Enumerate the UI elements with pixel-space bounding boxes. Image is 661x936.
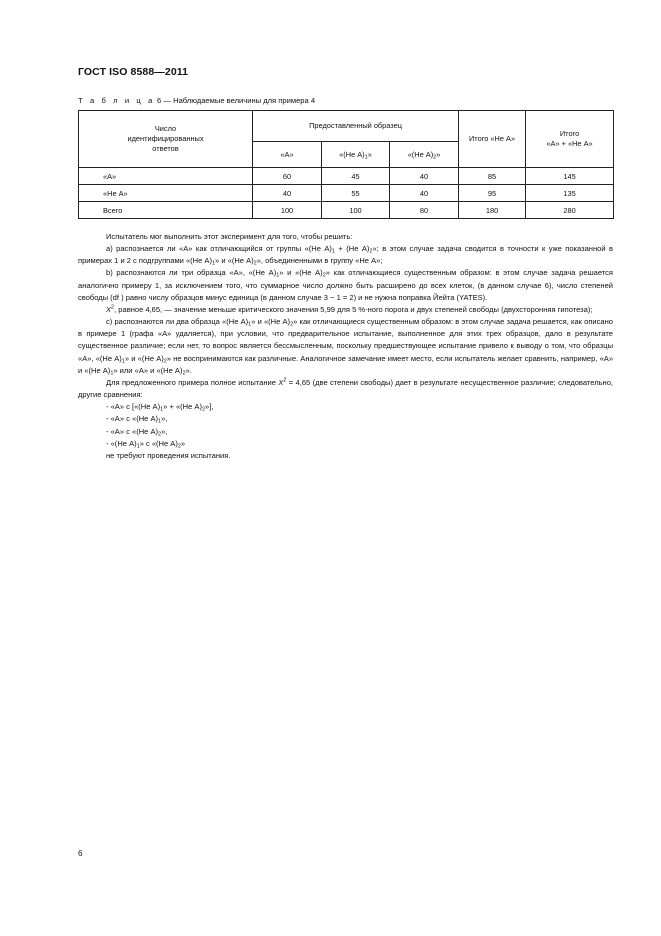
paragraph-chi-square: $X^2$, равное 4,65, — значение меньше критического значения 5,99 для 5 %-ного порога и двух степеней свободы (двухсторонняя гипотеза); xyxy=(106,304,593,314)
table-cell: 85 xyxy=(459,168,526,185)
paragraph-item-b: b) распознаются ли три образца «А», «(Не $А)_1$» и «(Не $А)_2$» как отличающиеся существенным образом: в этом случае задача решается аналогично примеру 1, за исключением того, что суммарное число должно быть расширено до всех клеток, (в данном случае 6), число степеней свободы (df ) равно числу образцов минус единица (в данном случае 3 − 1 = 2) и не нужна поправка Йейта (YATES). xyxy=(78,268,613,302)
table-row xyxy=(79,185,614,202)
table-cell: 40 xyxy=(253,185,322,202)
table-cell: 180 xyxy=(459,202,526,219)
table-cell: 100 xyxy=(322,202,390,219)
paragraph-tail: не требуют проведения испытания. xyxy=(106,450,231,460)
table-cell: 60 xyxy=(253,168,322,185)
list-item: - «А» с «(Не $А)_1$», xyxy=(106,414,168,425)
table-cell: 100 xyxy=(253,202,322,219)
table-cell: 135 xyxy=(526,185,614,202)
list-item: - «А» с «(Не $А)_2$», xyxy=(106,426,168,437)
row-label: Всего xyxy=(79,202,253,219)
paragraph-intro: Испытатель мог выполнить этот эксперимент для того, чтобы решить: xyxy=(106,232,353,241)
table-cell: 280 xyxy=(526,202,614,219)
body-text xyxy=(78,231,613,462)
table-cell: 145 xyxy=(526,168,614,185)
col-header-nea2: «(Не $А)_2$» xyxy=(390,142,459,168)
paragraph-conclusion: Для предложенного примера полное испытание $X^2 = 4,65$ (две степени свободы) дает в результате несущественное различие; следовательно, другие сравнения: xyxy=(78,377,614,400)
table-cell: 40 xyxy=(390,168,459,185)
table-cell: 80 xyxy=(390,202,459,219)
table-cell: 40 xyxy=(390,185,459,202)
row-label: «А» xyxy=(79,168,253,185)
paragraph-item-a: а) распознается ли «А» как отличающийся от группы «(Не $А)_1 + (Не$ $А)_2$»; в этом случае задача сводится в точности к уже показанной в примерах 1 и 2 с подгруппами «(Не $А)_1$» и «(Не $А)_2$», объединенными в группу «Не А»; xyxy=(78,244,613,267)
table-caption-label: Т а б л и ц а xyxy=(78,96,155,105)
table-cell: 55 xyxy=(322,185,390,202)
document-header: ГОСТ ISO 8588—2011 xyxy=(78,66,189,78)
col-header-total-all-line1: Итого xyxy=(559,129,580,138)
page-number: 6 xyxy=(78,849,83,858)
list-item: - «(Не $А)_1$» с «(Не $А)_2$» xyxy=(106,438,186,450)
table-cell: 95 xyxy=(459,185,526,202)
col-header-identified: Число идентифицированных ответов xyxy=(79,111,253,168)
table-caption-text: 6 — Наблюдаемые величины для примера 4 xyxy=(157,96,316,105)
col-header-a: «А» xyxy=(253,142,322,168)
col-header-sample-group: Предоставленный образец xyxy=(253,111,459,142)
col-header-nea1: «(Не $А)_1$» xyxy=(322,142,390,168)
row-label: «Не А» xyxy=(79,185,253,202)
table-caption xyxy=(78,96,315,105)
list-item: - «А» с [«(Не $А)_1$» + «(Не $А)_2$»], xyxy=(106,402,214,413)
col-header-total-all xyxy=(526,111,614,168)
observed-values-table xyxy=(78,110,614,219)
paragraph-item-c: с) распознаются ли два образца «(Не $А)_1$» и «(Не $А)_2$» как отличающиеся существенным образом: в этом случае задача решается, как описано в примере 1 (графа «А» удаляется), при условии, что предварительное испытание, выполненное для этих трех образцов, дало в результате существенное различие; если нет, то вопрос является бессмысленным, поскольку предшествующее испытание привело к выводу о том, что образцы «А», «(Не $А)_1$» и «(Не $А)_2$» не воспринимаются как различные. Аналогичное замечание имеет место, если испытатель желает сравнить, например, «А» и «(Не $А)_1$» или «А» и «(Не $А)_2$». xyxy=(78,317,614,377)
table-row xyxy=(79,202,614,219)
col-header-total-nea: Итого «Не А» xyxy=(459,111,526,168)
col-header-total-all-line2: «А» + «Не А» xyxy=(546,139,593,148)
table-row xyxy=(79,168,614,185)
table-cell: 45 xyxy=(322,168,390,185)
